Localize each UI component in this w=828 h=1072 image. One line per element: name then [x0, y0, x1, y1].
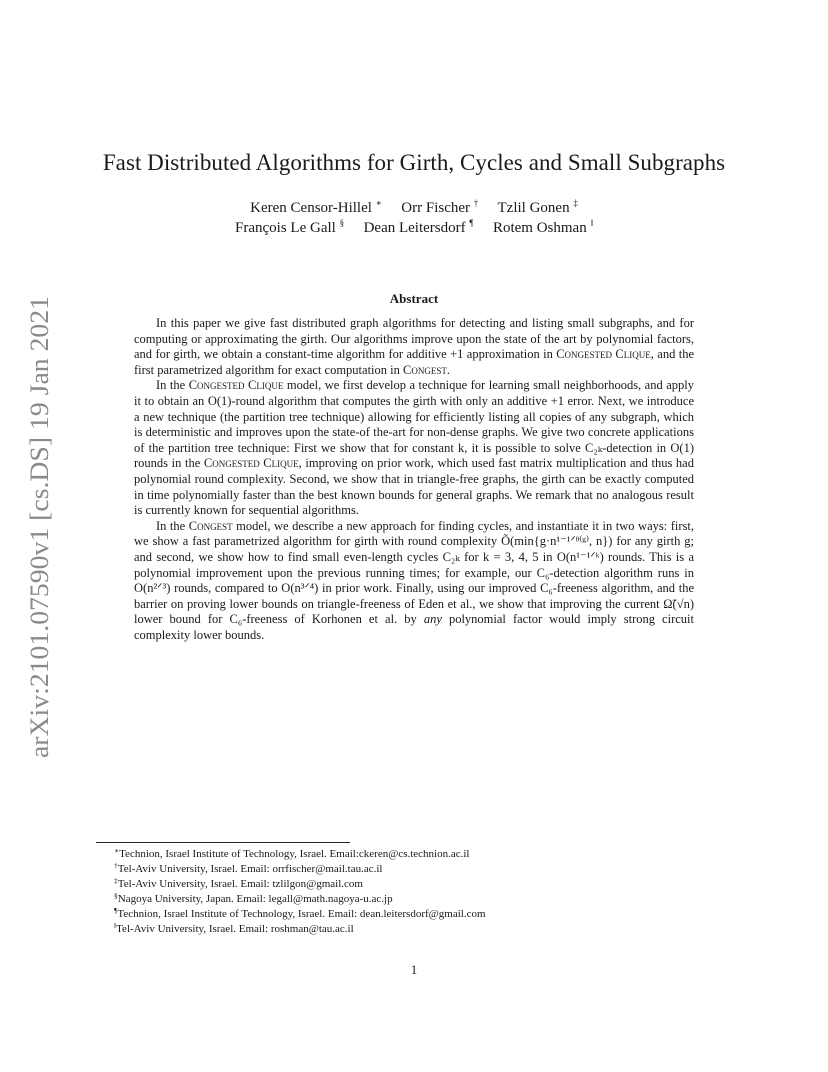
author-list — [0, 198, 828, 238]
paper-title: Fast Distributed Algorithms for Girth, Cycles and Small Subgraphs — [102, 150, 726, 175]
footnote — [114, 922, 714, 937]
abstract-text: model, we first develop a technique for learning small neighborhoods, and apply it to obtain an O(1)-round algorithm that computes the girth with only an additive +1 error. Next, we introduce a new technique (the partition tree technique) allowing for efficiently listing all copies of any subgraph, which is deterministic and improves upon the state-of the-art for non-dense graphs. We give two concrete applications of the partition tree technique: First we show that for constant k, it is possible to solve C₂ₖ-detection in O(1) rounds in the — [134, 378, 694, 471]
abstract-body — [134, 316, 694, 643]
arxiv-sidebar-stamp — [18, 296, 58, 760]
footnote — [114, 907, 714, 922]
footnote-mark: † — [114, 861, 118, 870]
abstract-text: . — [446, 362, 450, 377]
abstract-text: , improving on prior work, which used fast matrix multiplication and thus had polynomial round complexity. Second, we show that in triangle-free graphs, the girth can be exactly computed in time polynomially faster than the best known bounds for general graphs. We remark that no analogous result is currently known for sequential algorithms. — [134, 456, 694, 518]
footnote-mark: ∗ — [114, 846, 120, 855]
footnote-text: Tel-Aviv University, Israel. Email: orrfischer@mail.tau.ac.il — [117, 863, 383, 875]
abstract-paragraph — [134, 519, 694, 644]
footnote — [114, 877, 714, 892]
model-name: Congested Clique — [203, 456, 299, 471]
footnote-text: Tel-Aviv University, Israel. Email: tzlilgon@gmail.com — [117, 878, 363, 890]
author-footnote-mark: ‖ — [590, 218, 593, 228]
page-number: 1 — [410, 962, 418, 977]
footnote-text: Nagoya University, Japan. Email: legall@math.nagoya-u.ac.jp — [117, 893, 393, 905]
emphasis-text: any — [423, 612, 442, 627]
author-name: Orr Fischer — [401, 200, 471, 216]
footnote-text: Technion, Israel Institute of Technology, Israel. Email: dean.leitersdorf@gmail.com — [117, 908, 486, 920]
author-name: Keren Censor-Hillel — [250, 200, 372, 216]
author-footnote-mark: § — [339, 218, 345, 228]
arxiv-identifier: arXiv:2101.07590v1 [cs.DS] 19 Jan 2021 — [25, 324, 54, 758]
footnote-text: Tel-Aviv University, Israel. Email: roshman@tau.ac.il — [116, 923, 354, 935]
abstract-paragraph — [134, 316, 694, 378]
author-name: François Le Gall — [235, 220, 336, 236]
author-footnote-mark: ‡ — [573, 198, 578, 208]
footnote-mark: § — [114, 891, 118, 900]
model-name: Congested Clique — [188, 378, 284, 393]
footnotes — [114, 847, 714, 937]
abstract-paragraph — [134, 378, 694, 518]
author-footnote-mark: ∗ — [375, 198, 382, 208]
footnote — [114, 847, 714, 862]
abstract-text: In the — [156, 378, 189, 393]
footnote — [114, 892, 714, 907]
footnote-text: Technion, Israel Institute of Technology, Israel. Email:ckeren@cs.technion.ac.il — [119, 848, 470, 860]
author-name: Tzlil Gonen — [497, 200, 570, 216]
abstract-heading: Abstract — [389, 291, 439, 306]
abstract-text: In the — [156, 518, 189, 533]
abstract-text: polynomial factor would imply strong circuit complexity lower bounds. — [134, 612, 694, 642]
abstract-text: In this paper we give fast distributed graph algorithms for detecting and listing small subgraphs, and for computing or approximating the girth. Our algorithms improve upon the state of the art by polynomial factors, and for girth, we obtain a constant-time algorithm for additive +1 approximation in — [134, 316, 694, 362]
author-footnote-mark: † — [473, 198, 479, 208]
footnote-mark: ‖ — [114, 921, 117, 930]
footnote — [114, 862, 714, 877]
footnote-rule — [96, 842, 350, 843]
author-footnote-mark: ¶ — [469, 218, 474, 228]
abstract-text: , and the first parametrized algorithm for exact computation in — [134, 347, 694, 377]
author-line-1 — [0, 198, 828, 218]
author-line-2 — [0, 218, 828, 238]
author-name: Rotem Oshman — [492, 220, 587, 236]
model-name: Congest — [188, 518, 233, 533]
footnote-mark: ‡ — [114, 876, 118, 885]
abstract-text: model, we describe a new approach for finding cycles, and instantiate it in two ways: first, we show a fast parametrized algorithm for girth with round complexity Õ(min{g·n¹⁻¹ᐟᶿ⁽ᵍ⁾, n}) for any girth g; and second, we show how to find small even-length cycles C₂ₖ for k = 3, 4, 5 in O(n¹⁻¹ᐟᵏ) rounds. This is a polynomial improvement upon the previous running times; for example, our C₆-detection algorithm runs in O(n²ᐟ³) rounds, compared to O(n³ᐟ⁴) in prior work. Finally, using our improved C₆-freeness algorithm, and the barrier on proving lower bounds on triangle-freeness of Eden et al., we show that improving the current Ω̃(√n) lower bound for C₆-freeness of Korhonen et al. by — [134, 518, 694, 627]
model-name: Congested Clique — [556, 347, 651, 362]
author-name: Dean Leitersdorf — [363, 220, 466, 236]
footnote-mark: ¶ — [114, 906, 118, 915]
model-name: Congest — [403, 362, 447, 377]
